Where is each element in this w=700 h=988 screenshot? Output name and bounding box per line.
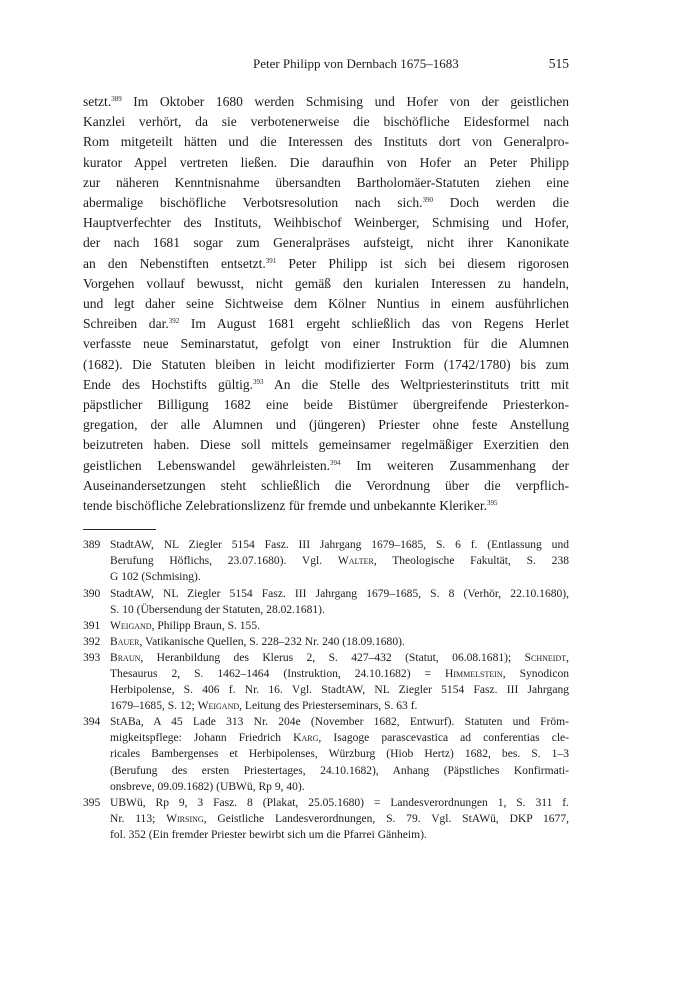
footnote-text [110,618,569,634]
body-text-segment: setzt. [83,94,112,109]
footnote-text [110,537,569,585]
footnote [83,650,569,714]
footnote-line: Braun, Heranbildung des Klerus 2, S. 427–432 (Statut, 06.08.1681); Schneidt, [110,651,569,664]
body-line [83,476,569,496]
body-text-segment: geistlichen Lebenswandel gewährleisten. [83,457,331,473]
footnote [83,795,569,843]
body-text-segment: Auseinandersetzungen steht schließlich die Verordnung über die verpflich- [83,477,569,493]
footnote-number: 391 [83,619,101,632]
footnote-line: StadtAW, NL Ziegler 5154 Fasz. III Jahrgang 1679–1685, S. 8 (Verhör, 22.10.1680), [110,587,569,600]
author-name: Karg [293,732,319,745]
body-text-segment: Schreiben dar. [83,316,169,332]
body-text-segment: abermalige bischöfliche Verbotsresolution nach sich. [83,195,423,211]
running-title: Peter Philipp von Dernbach 1675–1683 [252,56,459,71]
footnote-reference[interactable]: 394 [330,458,341,467]
body-text-segment: (1682). Die Statuten bleiben in leicht modifizierter Form (1742/1780) bis zum [83,356,569,372]
body-text-segment: an den Nebenstiften entsetzt. [83,255,266,271]
body-text-segment: und legt daher seine Sichtweise dem Kölner Nuntius in einem ausführlichen [83,296,569,312]
body-line [83,415,569,435]
body-line [83,375,569,395]
body-text-segment: Kanzlei verhört, da sie verbotenerweise die bischöfliche Eidesformel nach [83,114,569,130]
footnote [83,618,569,634]
body-text-segment: Im Oktober 1680 werden Schmising und Hofer von der geistlichen [121,94,569,109]
body-text-segment: Ende des Hochstifts gültig. [83,376,254,392]
body-line [83,153,569,173]
page-header [83,56,569,76]
footnote-line: migkeitspflege: Johann Friedrich Karg, Isagoge parascevastica ad conferentias cle- [110,732,569,745]
author-name: Bauer [110,635,140,648]
footnote-line: Bauer, Vatikanische Quellen, S. 228–232 Nr. 240 (18.09.1680). [110,635,405,648]
body-text-segment: Hauptverfechter des Instituts, Weihbischof Weinberger, Schmising und Hofer, [83,215,569,231]
body-text-segment: Im weiteren Zusammenhang der [340,457,569,473]
footnote-number: 392 [83,635,101,648]
footnote-line: StadtAW, NL Ziegler 5154 Fasz. III Jahrgang 1679–1685, S. 6 f. (Entlassung und [110,539,569,552]
body-line [83,193,569,213]
footnote-line: UBWü, Rp 9, 3 Fasz. 8 (Plakat, 25.05.1680) = Landesverordnungen 1, S. 311 f. [110,796,569,809]
body-text-segment: beizutreten haben. Diese soll mittels gemeinsamer regelmäßiger Exerzitien den [83,437,569,453]
body-line [83,233,569,253]
footnote-line: G 102 (Schmising). [110,571,201,584]
footnote-line: Weigand, Philipp Braun, S. 155. [110,619,260,632]
footnote-reference[interactable]: 389 [111,95,122,103]
body-line [83,254,569,274]
footnote-line: S. 10 (Übersendung der Statuten, 28.02.1681). [110,603,325,616]
page-number: 515 [548,56,569,71]
body-line [83,355,569,375]
body-text-segment: Doch werden die [432,195,569,211]
footnote-reference[interactable]: 390 [422,196,433,205]
footnote-text [110,795,569,843]
body-text-segment: Im August 1681 ergeht schließlich das von Regens Herlet [179,316,569,332]
body-line [83,173,569,193]
author-name: Schneidt [524,651,567,664]
footnote-text [110,586,569,618]
body-line [83,496,569,516]
body-text-segment: An die Stelle des Weltpriesterinstituts tritt mit [263,376,569,392]
author-name: Braun [110,651,141,664]
body-text-segment: tende bischöfliche Zelebrationslizenz für fremde und unbekannte Kleriker. [83,498,487,514]
body-text-segment: Vorgehen vollauf bewusst, nicht gemäß den kurialen Interessen zu handeln, [83,275,569,291]
body-text-segment: zur näheren Kenntnisnahme übersandten Bartholomäer-Statuten ziehen eine [83,174,569,190]
footnote-line: onsbreve, 09.09.1682) (UBWü, Rp 9, 40). [110,780,305,793]
footnote-separator [83,529,156,530]
body-line [83,112,569,132]
footnote [83,714,569,794]
footnote-reference[interactable]: 392 [168,317,180,326]
author-name: Himmelstein [445,668,503,681]
footnote-number: 395 [83,796,101,809]
footnote-line: ricales Bambergenses et Herbipolenses, Würzburg (Hiob Hertz) 1682, bes. S. 1–3 [110,748,569,761]
footnote-reference[interactable]: 391 [265,256,277,265]
body-text-segment: gregation, der alle Alumnen und (jüngeren) Priester ohne feste Anstellung [83,417,569,433]
footnote-number: 394 [83,716,101,729]
author-name: Walter [337,555,374,568]
body-text [83,92,569,516]
body-line [83,294,569,314]
body-text-segment: Rom mitgeteilt hätten und die Interessen des Instituts dort von Generalpro- [83,134,569,150]
body-line [83,395,569,415]
book-page [83,56,569,843]
footnote [83,537,569,585]
body-line [83,334,569,354]
footnote-number: 393 [83,651,101,664]
body-line [83,435,569,455]
body-line [83,92,569,112]
footnote [83,586,569,618]
footnote-line: (Berufung des ersten Priestertages, 24.10.1682), Anhang (Päpstliches Konfirmati- [110,764,569,777]
body-text-segment: verfasste neue Seminarstatut, gefolgt von einer Instruktion für die Alumnen [83,336,569,352]
body-text-segment: Peter Philipp ist sich bei diesem rigorosen [276,255,570,271]
author-name: Weigand [197,700,240,713]
footnote-line: Herbipolense, S. 406 f. Nr. 16. Vgl. StadtAW, NL Ziegler 5154 Fasz. III Jahrgang [110,684,569,697]
body-line [83,213,569,233]
footnote-line: Nr. 113; Wirsing, Geistliche Landesverordnungen, S. 79. Vgl. StAWü, DKP 1677, [110,812,569,825]
footnote-number: 390 [83,587,101,600]
footnote-line: Thesaurus 2, S. 1462–1464 (Instruktion, 24.10.1682) = Himmelstein, Synodicon [110,668,569,681]
footnotes [83,537,569,843]
body-line [83,274,569,294]
author-name: Weigand [110,619,152,632]
footnote-reference[interactable]: 393 [253,377,264,386]
author-name: Wirsing [166,812,204,825]
footnote-text [110,714,569,794]
footnote-number: 389 [83,539,101,552]
body-line [83,314,569,334]
body-line [83,456,569,476]
footnote-line: 1679–1685, S. 12; Weigand, Leitung des Priesterseminars, S. 63 f. [110,700,418,713]
footnote-line: Berufung Höflichs, 23.07.1680). Vgl. Walter, Theologische Fakultät, S. 238 [110,555,569,568]
footnote-line: StABa, A 45 Lade 313 Nr. 204e (November 1682, Entwurf). Statuten und Fröm- [110,716,569,729]
footnote [83,634,569,650]
footnote-text [110,634,569,650]
body-text-segment: der nach 1681 sogar zum Generalpräses aufsteigt, nicht ihrer Kanonikate [83,235,569,251]
body-line [83,132,569,152]
footnote-text [110,650,569,714]
footnote-reference[interactable]: 395 [487,499,498,508]
footnote-line: fol. 352 (Ein fremder Priester bewirbt sich um die Pfarrei Gänheim). [110,828,427,841]
body-text-segment: kurator Appel vertreten ließen. Die daraufhin von Hofer an Peter Philipp [83,154,569,170]
body-text-segment: päpstlicher Billigung 1682 eine beide Bistümer übergreifende Priesterkon- [83,397,569,413]
